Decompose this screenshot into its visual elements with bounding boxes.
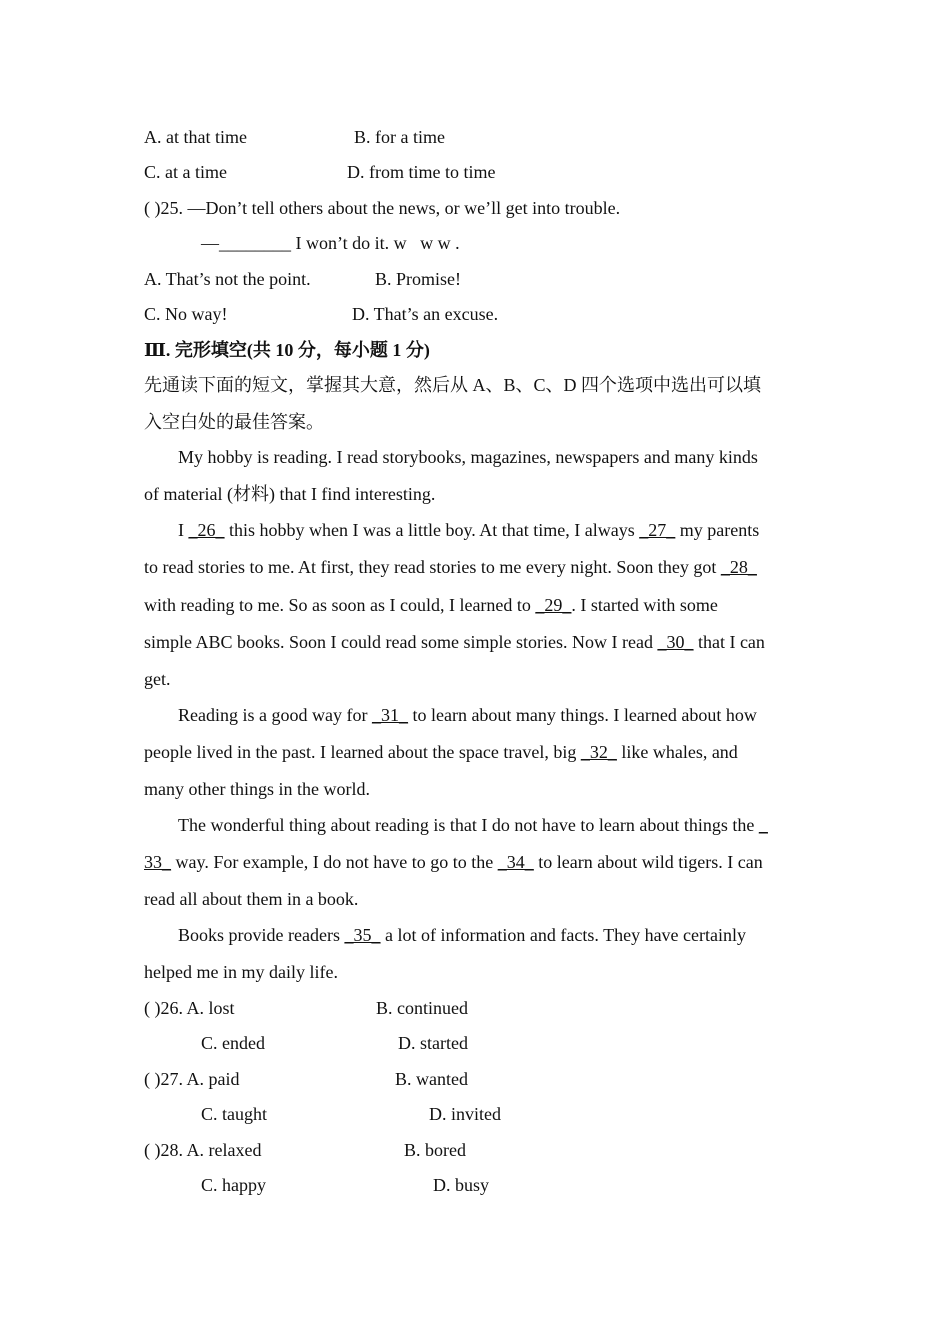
text-span: way. For example, I do not have to go to the <box>171 852 498 872</box>
passage-p4-line-2 <box>144 850 763 874</box>
text-span: with reading to me. So as soon as I could, I learned to <box>144 595 536 615</box>
q24-option-d: D. from time to time <box>347 162 496 182</box>
blank-32: _32_ <box>580 742 617 762</box>
q25-reply-blank: ________ <box>219 233 291 253</box>
blank-31: _31_ <box>371 705 408 725</box>
text-span: to learn about many things. I learned about how <box>407 705 757 725</box>
text-span: The wonderful thing about reading is that I do not have to learn about things the <box>178 815 759 835</box>
q24-option-a: A. at that time <box>144 127 247 147</box>
passage-p1-line-1: My hobby is reading. I read storybooks, magazines, newspapers and many kinds <box>178 447 758 467</box>
q28-option-d: D. busy <box>433 1175 490 1195</box>
q26-option-c: C. ended <box>201 1033 265 1053</box>
text-span: Reading is a good way for <box>178 705 372 725</box>
q26-row-1 <box>144 996 468 1020</box>
blank-28: _28_ <box>720 557 757 577</box>
q27-row-1 <box>144 1067 468 1091</box>
passage-p3-line-2 <box>144 740 738 764</box>
q26-row-2 <box>201 1031 468 1055</box>
q28-row-2 <box>201 1173 490 1197</box>
section-heading: Ⅲ. 完形填空(共 10 分，每小题 1 分) <box>144 340 430 360</box>
q28-option-b: B. bored <box>404 1140 466 1160</box>
section-instruction-line-1: 先通读下面的短文，掌握其大意，然后从 A、B、C、D 四个选项中选出可以填 <box>144 375 762 395</box>
q26-option-a: ( )26. A. lost <box>144 998 235 1018</box>
passage-p2-line-1 <box>178 518 759 542</box>
passage-p1-line-2: of material (材料) that I find interesting. <box>144 484 436 504</box>
q26-option-b: B. continued <box>376 998 468 1018</box>
q26-option-d: D. started <box>398 1033 468 1053</box>
blank-33: 33_ <box>144 852 171 872</box>
q28-row-1 <box>144 1138 466 1162</box>
passage-p2-line-2 <box>144 555 757 579</box>
passage-p2-line-5: get. <box>144 669 171 689</box>
q25-option-d: D. That’s an excuse. <box>352 304 499 324</box>
text-span: to learn about wild tigers. I can <box>533 852 763 872</box>
q25-stem: ( )25. —Don’t tell others about the news, or we’ll get into trouble. <box>144 198 621 218</box>
q28-option-c: C. happy <box>201 1175 266 1195</box>
text-span: a lot of information and facts. They have certainly <box>380 925 747 945</box>
q27-option-c: C. taught <box>201 1104 267 1124</box>
text-span: simple ABC books. Soon I could read some simple stories. Now I read <box>144 632 658 652</box>
q27-option-a: ( )27. A. paid <box>144 1069 240 1089</box>
q27-option-b: B. wanted <box>395 1069 468 1089</box>
blank-35: _35_ <box>344 925 381 945</box>
q25-option-a: A. That’s not the point. <box>144 269 311 289</box>
text-span: my parents <box>675 520 760 540</box>
blank-33-start: _ <box>758 815 768 835</box>
text-span: Books provide readers <box>178 925 345 945</box>
passage-p3-line-3: many other things in the world. <box>144 779 370 799</box>
q27-row-2 <box>201 1102 501 1126</box>
text-span: people lived in the past. I learned about the space travel, big <box>144 742 581 762</box>
q27-option-d: D. invited <box>429 1104 501 1124</box>
passage-p5-line-1 <box>178 923 746 947</box>
text-span: to read stories to me. At first, they read stories to me every night. Soon they got <box>144 557 721 577</box>
blank-30: _30_ <box>657 632 694 652</box>
text-span: that I can <box>693 632 765 652</box>
text-span: this hobby when I was a little boy. At that time, I always <box>224 520 640 540</box>
passage-p4-line-1 <box>178 813 768 837</box>
section-instruction-line-2: 入空白处的最佳答案。 <box>144 412 324 432</box>
blank-27: _27_ <box>639 520 676 540</box>
text-span: I <box>178 520 189 540</box>
q24-option-row-1 <box>144 125 445 149</box>
q25-option-row-2 <box>144 302 499 326</box>
passage-p4-line-3: read all about them in a book. <box>144 889 359 909</box>
q25-reply-dash: — <box>201 233 219 253</box>
q25-option-row-1 <box>144 267 462 291</box>
text-span: . I started with some <box>571 595 718 615</box>
q24-option-c: C. at a time <box>144 162 227 182</box>
q25-option-b: B. Promise! <box>375 269 462 289</box>
q24-option-b: B. for a time <box>354 127 445 147</box>
blank-29: _29_ <box>535 595 572 615</box>
blank-34: _34_ <box>497 852 534 872</box>
q28-option-a: ( )28. A. relaxed <box>144 1140 262 1160</box>
q25-option-c: C. No way! <box>144 304 228 324</box>
passage-p2-line-4 <box>144 630 765 654</box>
q25-reply-text: I won’t do it. w w w . <box>291 233 460 253</box>
passage-p2-line-3 <box>144 593 718 617</box>
q24-option-row-2 <box>144 160 496 184</box>
blank-26: _26_ <box>188 520 225 540</box>
q25-reply <box>201 231 460 255</box>
passage-p5-line-2: helped me in my daily life. <box>144 962 338 982</box>
passage-p3-line-1 <box>178 703 757 727</box>
text-span: like whales, and <box>616 742 738 762</box>
